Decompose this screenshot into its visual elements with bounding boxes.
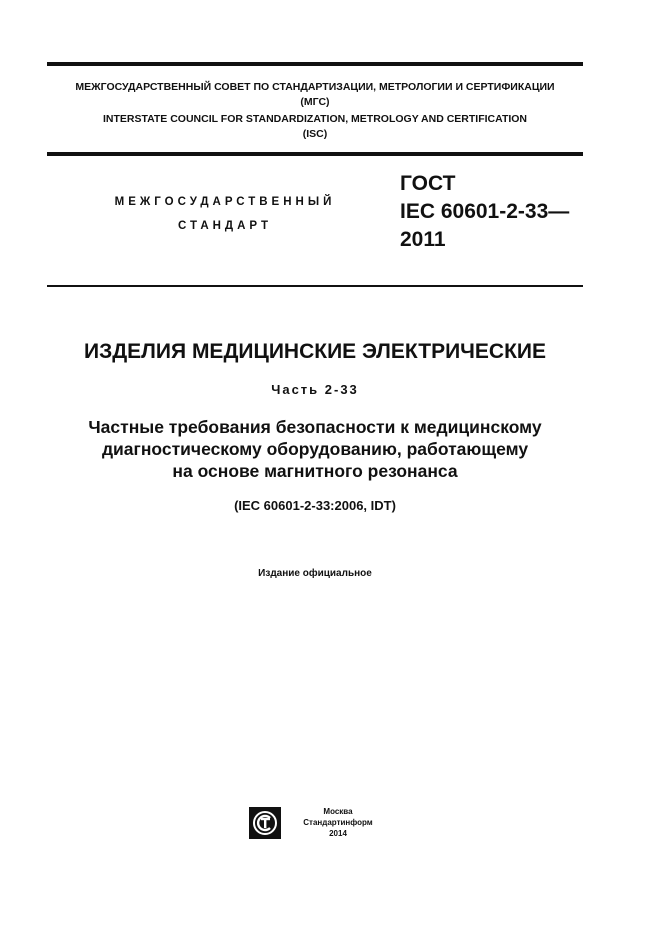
council-en-name: INTERSTATE COUNCIL FOR STANDARDIZATION, METROLOGY AND CERTIFICATION [102,113,528,125]
publisher-city: Москва [323,807,353,816]
council-ru-name: МЕЖГОСУДАРСТВЕННЫЙ СОВЕТ ПО СТАНДАРТИЗАЦИИ, МЕТРОЛОГИИ И СЕРТИФИКАЦИИ [75,81,555,93]
edition-note: Издание официальное [258,568,372,579]
standartinform-logo-icon [248,806,282,840]
council-ru-abbr: (МГС) [300,96,330,108]
subtitle-line2: диагностическому оборудованию, работающему [101,439,529,459]
gost-line3: 2011 [400,228,446,251]
part-number: Часть 2-33 [271,382,359,397]
subtitle-line1: Частные требования безопасности к медицинскому [88,417,542,437]
council-ru-block [47,80,583,110]
iec-reference: (IEC 60601-2-33:2006, IDT) [234,498,396,513]
header-bottom-rule [47,152,583,156]
gost-line2: IEC 60601-2-33— [400,200,570,223]
subtitle [47,416,583,482]
council-en-abbr: (ISC) [302,128,328,140]
gost-designation [400,170,569,254]
council-en-block [47,112,583,142]
standard-label-line1: МЕЖГОСУДАРСТВЕННЫЙ [114,196,336,208]
gost-line1: ГОСТ [400,172,456,195]
designation-bottom-rule [47,285,583,287]
publisher-year: 2014 [329,829,347,838]
standard-label [95,190,355,238]
subtitle-line3: на основе магнитного резонанса [172,461,458,481]
publisher-text [288,806,388,839]
main-title: ИЗДЕЛИЯ МЕДИЦИНСКИЕ ЭЛЕКТРИЧЕСКИЕ [83,340,547,363]
publisher-name: Стандартинформ [303,818,373,827]
top-rule [47,62,583,66]
publisher-block [248,806,388,840]
standard-label-line2: СТАНДАРТ [178,220,272,232]
